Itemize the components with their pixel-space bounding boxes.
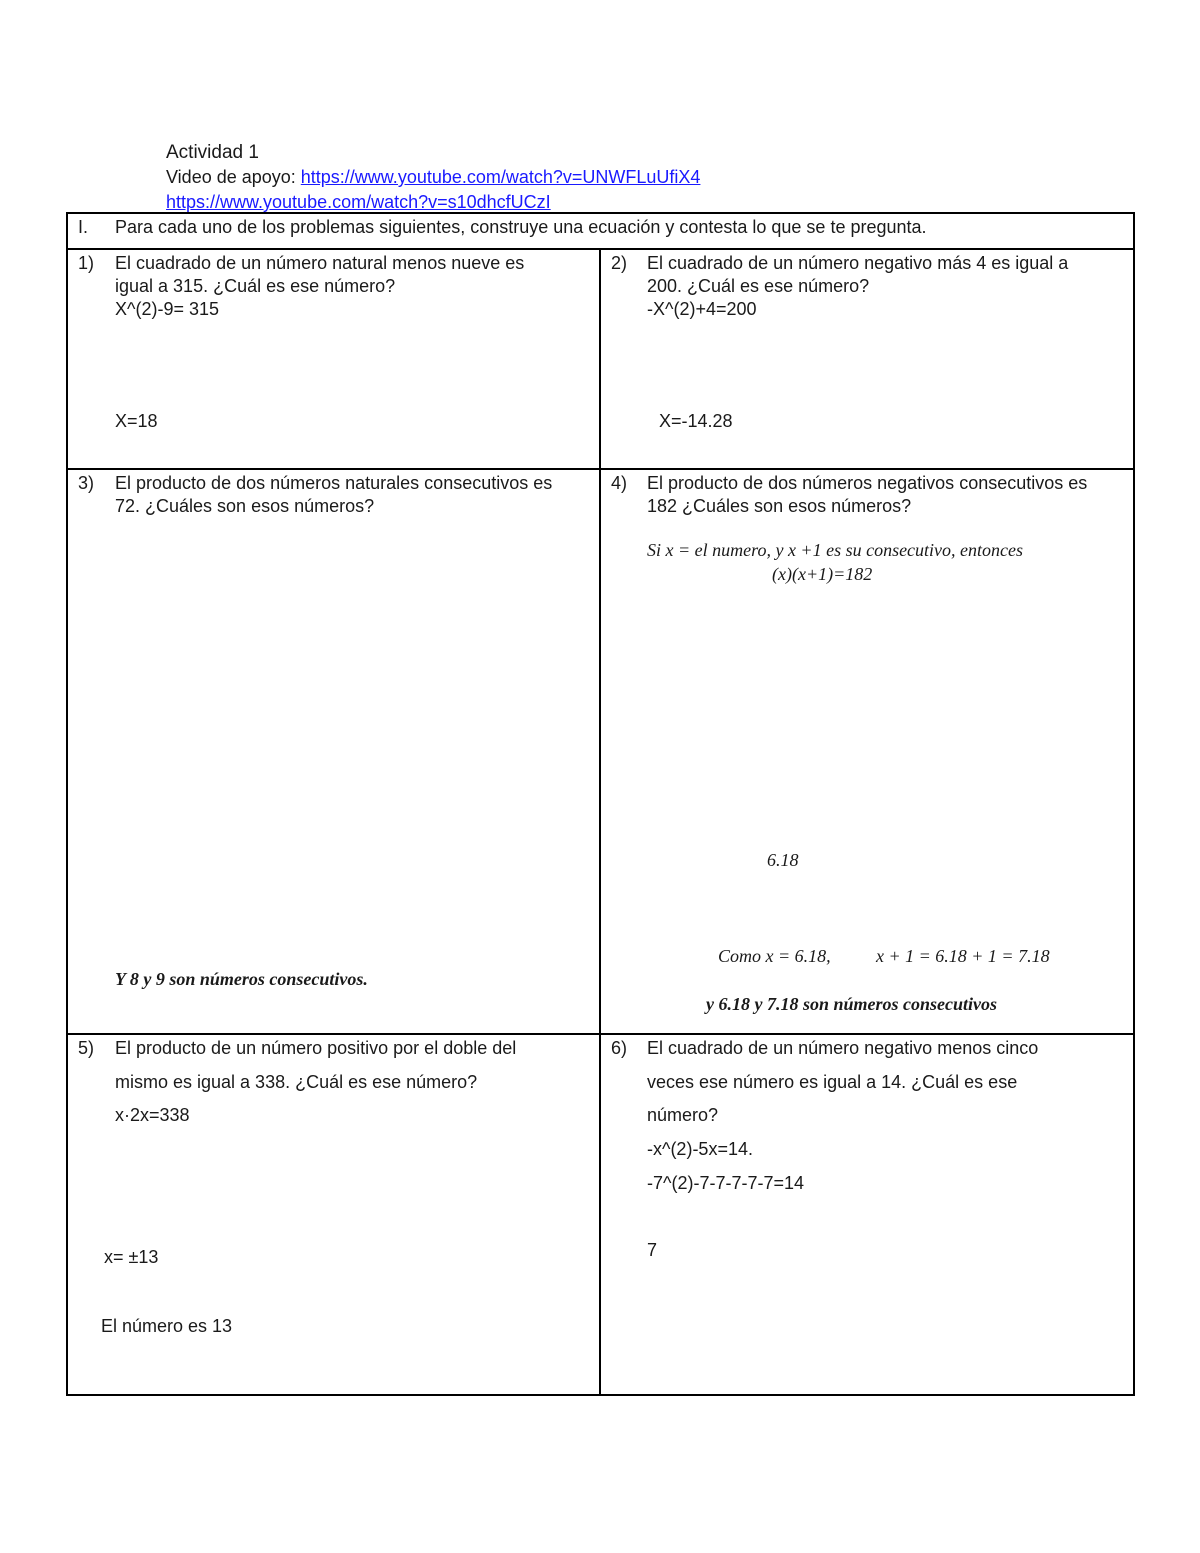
problem-number: 1): [78, 253, 95, 273]
problem-text-line: El producto de dos números naturales consecutivos es: [115, 473, 553, 493]
instruction-number: I.: [78, 217, 89, 237]
solution-value: 6.18: [767, 850, 799, 870]
equation: (x)(x+1)=182: [772, 564, 873, 584]
problem-text-line: mismo es igual a 338. ¿Cuál es ese número?: [115, 1072, 478, 1092]
problem-number: 3): [78, 473, 95, 493]
problem-number: 2): [611, 253, 628, 273]
answer: y 6.18 y 7.18 son números consecutivos: [706, 994, 998, 1014]
table-border-top: [66, 212, 1135, 214]
equation: X^(2)-9= 315: [115, 299, 220, 319]
problem-text-line: igual a 315. ¿Cuál es ese número?: [115, 276, 396, 296]
equation: x·2x=338: [115, 1105, 190, 1125]
problem-text-line: veces ese número es igual a 14. ¿Cuál es ese: [647, 1072, 1018, 1092]
problem-text-line: El cuadrado de un número negativo menos cinco: [647, 1038, 1039, 1058]
problem-text-line: 200. ¿Cuál es ese número?: [647, 276, 870, 296]
activity-title: Actividad 1: [166, 142, 259, 163]
problem-text-line: número?: [647, 1105, 719, 1125]
problem-text-line: El producto de dos números negativos consecutivos es: [647, 473, 1088, 493]
answer: El número es 13: [101, 1316, 233, 1336]
table-column-divider: [599, 248, 601, 1396]
table-border-left: [66, 212, 68, 1396]
video-support-line: [166, 166, 700, 188]
answer: X=-14.28: [659, 411, 733, 431]
video-link-2[interactable]: https://www.youtube.com/watch?v=s10dhcfUCzI: [166, 192, 551, 212]
problem-text-line: El cuadrado de un número negativo más 4 es igual a: [647, 253, 1069, 273]
problem-text-line: El cuadrado de un número natural menos nueve es: [115, 253, 525, 273]
problem-number: 5): [78, 1038, 95, 1058]
answer: Y 8 y 9 son números consecutivos.: [115, 969, 368, 989]
equation: -X^(2)+4=200: [647, 299, 757, 319]
video-link-1[interactable]: https://www.youtube.com/watch?v=UNWFLuUfiX4: [300, 167, 701, 187]
setup-statement: Si x = el numero, y x +1 es su consecutivo, entonces: [647, 540, 1024, 560]
substitution: -7^(2)-7-7-7-7-7=14: [647, 1173, 805, 1193]
answer: X=18: [115, 411, 158, 431]
problem-text-line: 72. ¿Cuáles son esos números?: [115, 496, 375, 516]
problem-number: 4): [611, 473, 628, 493]
video-label: Video de apoyo:: [166, 167, 301, 187]
problem-number: 6): [611, 1038, 628, 1058]
substitution-x-plus-1: x + 1 = 6.18 + 1 = 7.18: [876, 946, 1050, 966]
answer: 7: [647, 1240, 658, 1260]
problem-text-line: 182 ¿Cuáles son esos números?: [647, 496, 912, 516]
table-border-right: [1133, 212, 1135, 1396]
problem-text-line: El producto de un número positivo por el doble del: [115, 1038, 517, 1058]
instruction-text: Para cada uno de los problemas siguientes, construye una ecuación y contesta lo que se te pregunta.: [115, 217, 927, 237]
substitution-x: Como x = 6.18,: [718, 946, 831, 966]
solution-value: x= ±13: [104, 1247, 159, 1267]
equation: -x^(2)-5x=14.: [647, 1139, 753, 1159]
